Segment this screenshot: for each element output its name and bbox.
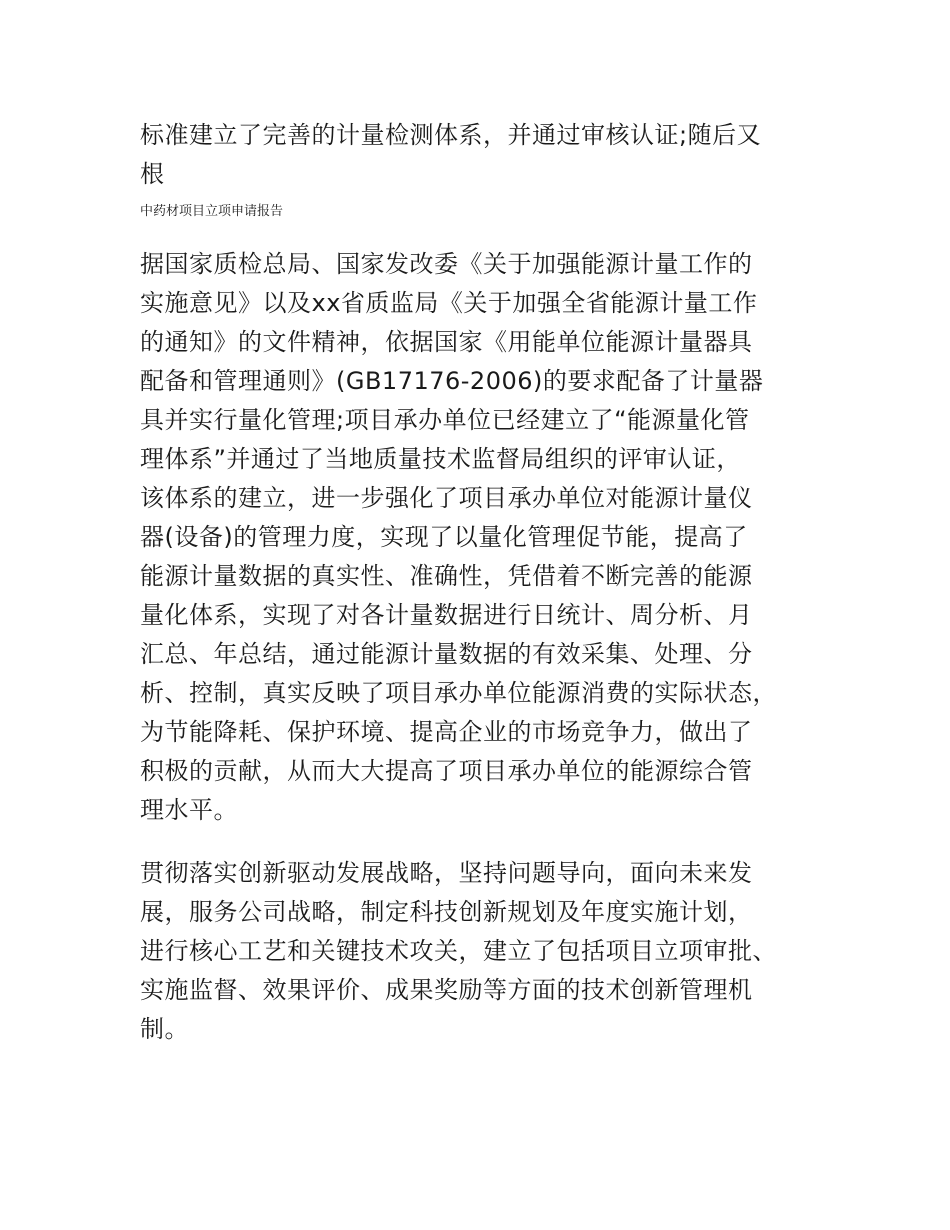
running-header: 中药材项目立项申请报告 [140,204,284,219]
text-line: 理体系”并通过了当地质量技术监督局组织的评审认证， [140,445,741,473]
text-line: 理水平。 [140,796,238,824]
text-line: 实施监督、效果评价、成果奖励等方面的技术创新管理机 [140,976,753,1004]
text-line: 展，服务公司战略，制定科技创新规划及年度实施计划， [140,898,753,926]
text-line: 据国家质检总局、国家发改委《关于加强能源计量工作的 [140,250,753,278]
text-line: 根 [140,160,165,188]
text-line: 的通知》的文件精神，依据国家《用能单位能源计量器具 [140,328,753,356]
text-line: 贯彻落实创新驱动发展战略，坚持问题导向，面向未来发 [140,859,753,887]
text-line: 配备和管理通则》(GB17176-2006)的要求配备了计量器 [140,367,764,395]
text-line: 为节能降耗、保护环境、提高企业的市场竞争力，做出了 [140,718,753,746]
text-line: 标准建立了完善的计量检测体系，并通过审核认证;随后又 [140,121,762,149]
text-line: 器(设备)的管理力度，实现了以量化管理促节能，提高了 [140,523,748,551]
text-line: 进行核心工艺和关键技术攻关，建立了包括项目立项审批、 [140,937,777,965]
continued-paragraph [140,116,820,194]
text-line: 能源计量数据的真实性、准确性，凭借着不断完善的能源 [140,562,753,590]
text-line: 量化体系，实现了对各计量数据进行日统计、周分析、月 [140,601,753,629]
text-line: 汇总、年总结，通过能源计量数据的有效采集、处理、分 [140,640,753,668]
text-line: 具并实行量化管理;项目承办单位已经建立了“能源量化管 [140,406,750,434]
page-content [140,116,820,1049]
text-line: 积极的贡献，从而大大提高了项目承办单位的能源综合管 [140,757,753,785]
text-line: 实施意见》以及xx省质监局《关于加强全省能源计量工作 [140,289,758,317]
paragraph-innovation [140,854,820,1049]
text-line: 制。 [140,1015,189,1043]
text-line: 该体系的建立，进一步强化了项目承办单位对能源计量仪 [140,484,753,512]
paragraph-energy-metering [140,245,820,830]
text-line: 析、控制，真实反映了项目承办单位能源消费的实际状态， [140,679,777,707]
